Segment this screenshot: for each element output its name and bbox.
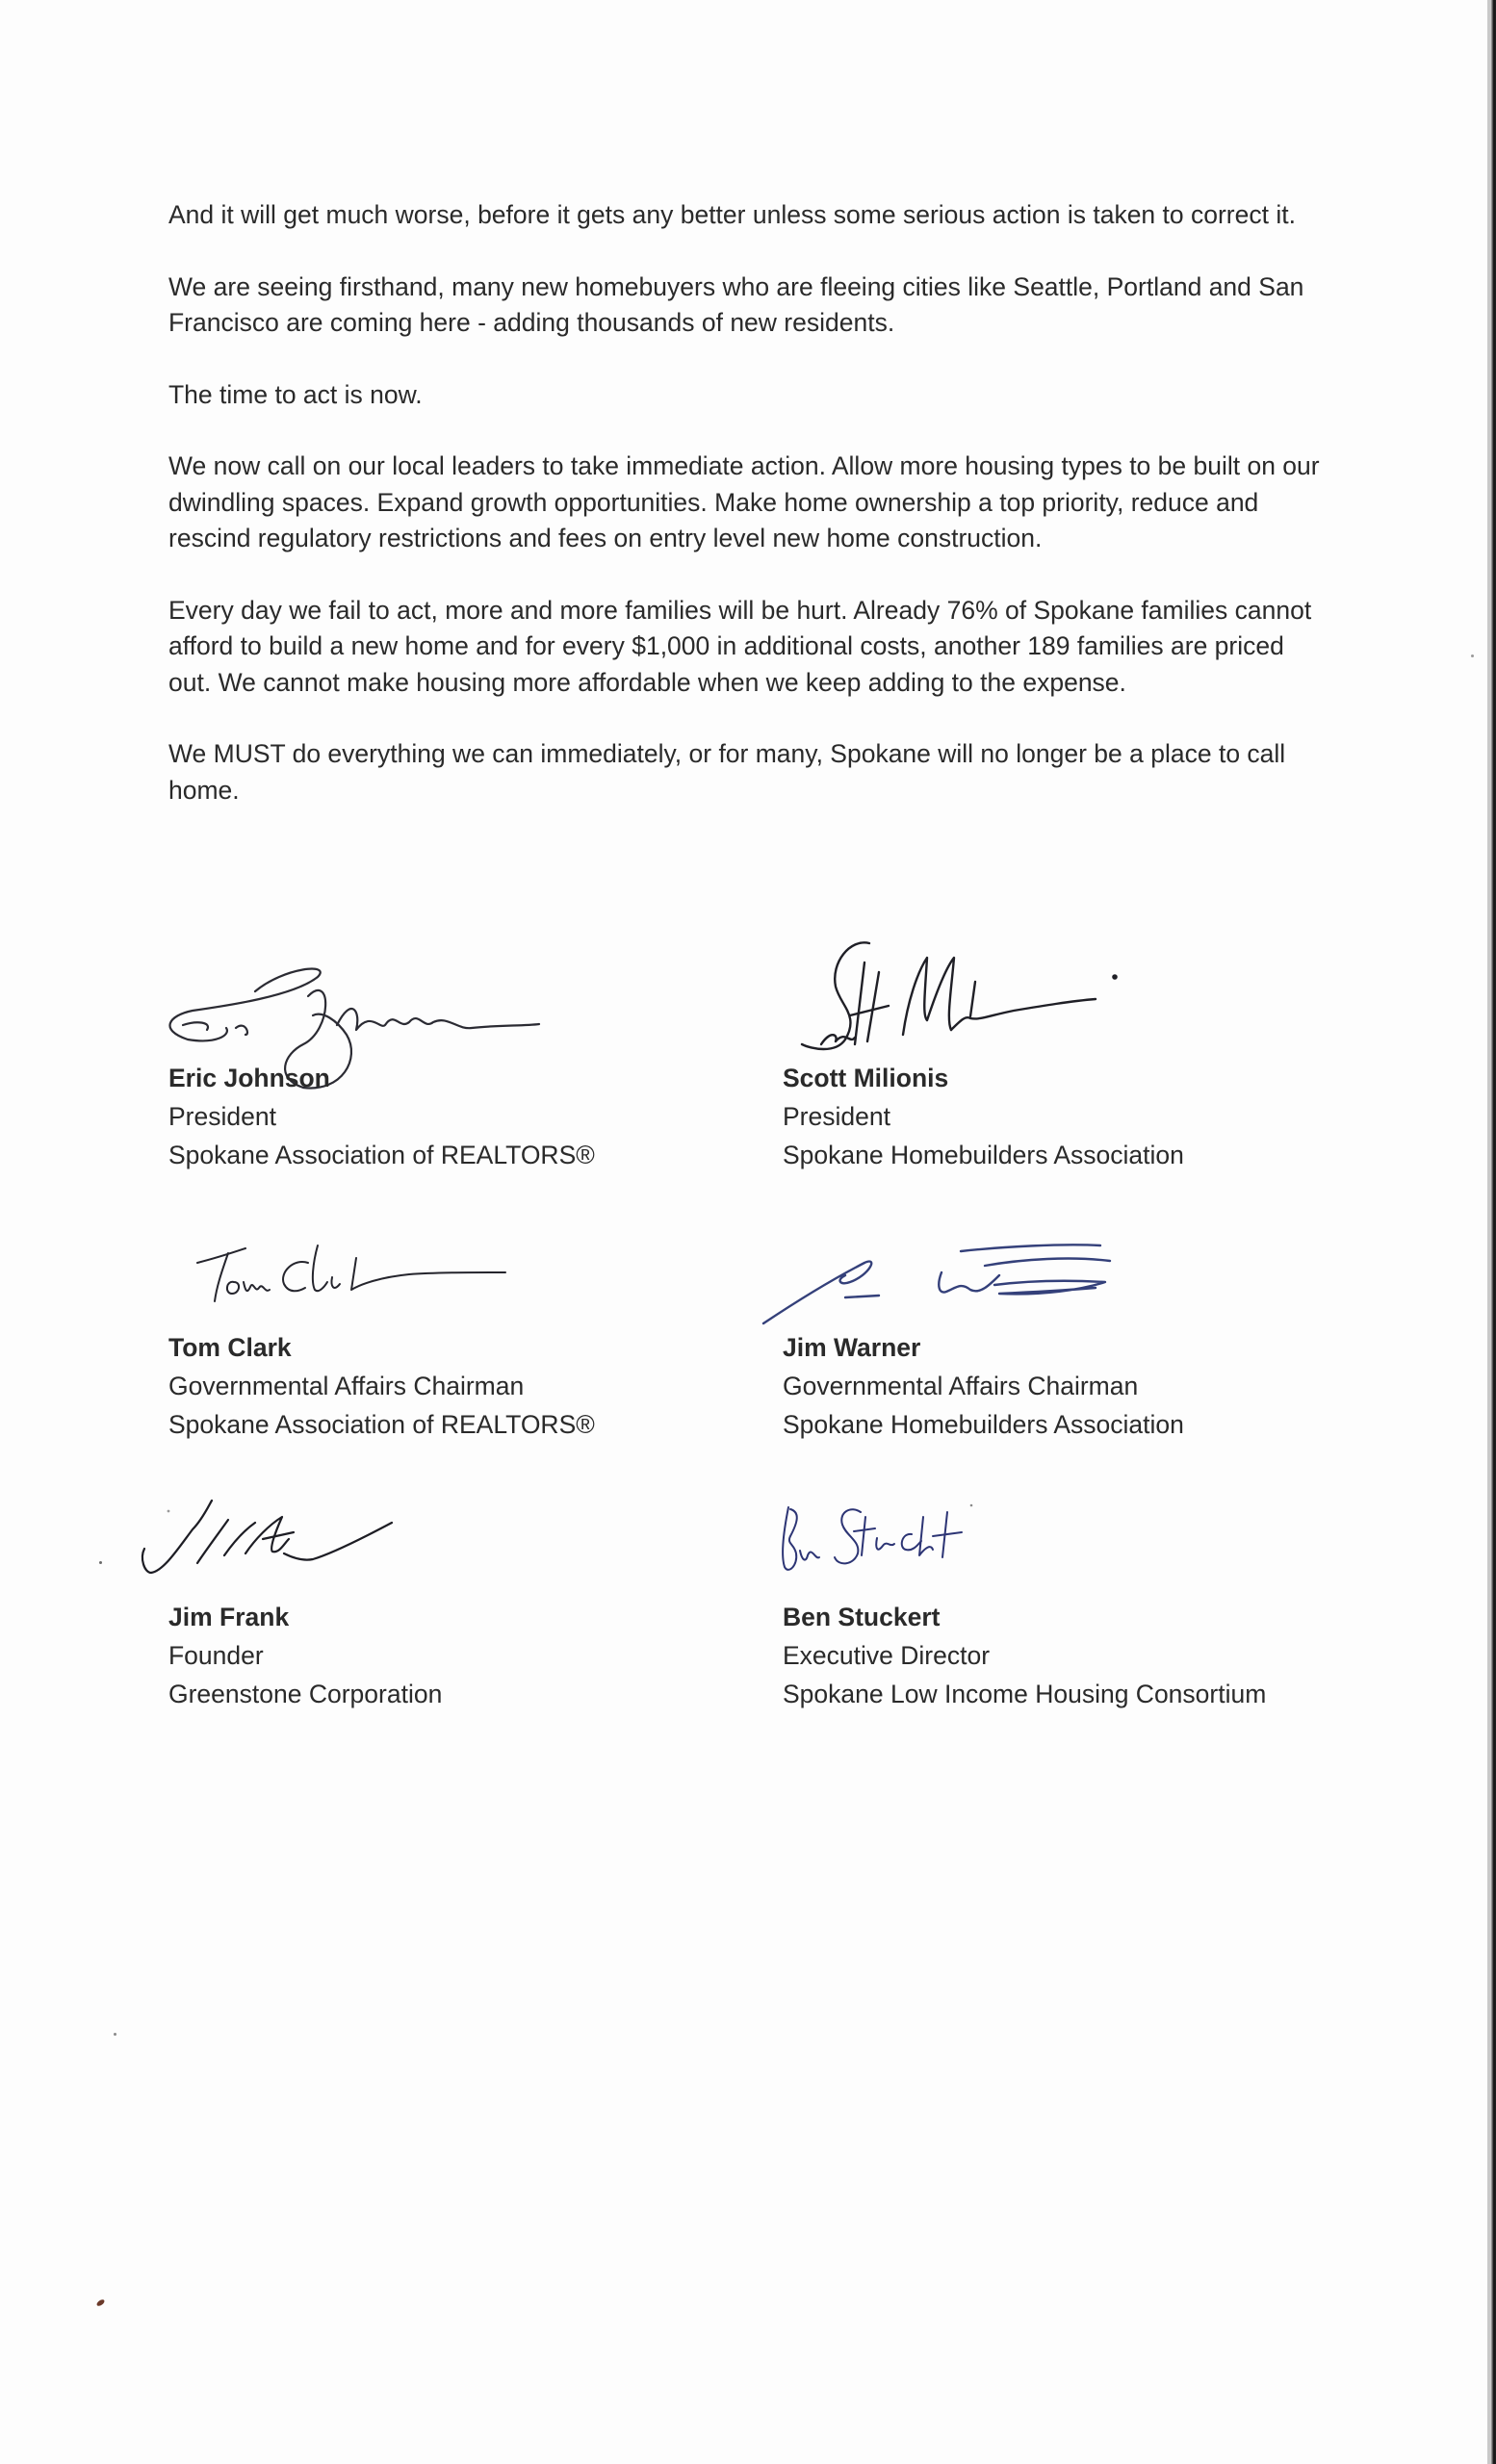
signer-organization: Spokane Association of REALTORS® <box>168 1141 595 1169</box>
signature-block-ben-stuckert <box>783 1502 1360 1732</box>
page-edge <box>1490 0 1496 2464</box>
paragraph: We are seeing firsthand, many new homebuyers who are fleeing cities like Seattle, Portland and San Francisco are coming here - adding thousands of new residents. <box>168 271 1304 337</box>
signature-block-jim-frank <box>168 1502 746 1732</box>
signer-title: Governmental Affairs Chairman <box>783 1372 1139 1400</box>
paragraph: We MUST do everything we can immediately, or for many, Spokane will no longer be a place to call home. <box>168 739 1286 805</box>
paragraph: And it will get much worse, before it gets any better unless some serious action is taken to correct it. <box>168 200 1296 229</box>
scan-speck <box>1471 654 1474 657</box>
signer-name: Tom Clark <box>168 1333 292 1362</box>
signer-name: Scott Milionis <box>783 1064 949 1092</box>
signer-title: President <box>168 1102 276 1131</box>
signer-title: President <box>783 1102 890 1131</box>
signature-block-jim-warner <box>783 1232 1360 1463</box>
paragraph: The time to act is now. <box>168 379 423 409</box>
signature-block-scott-milionis <box>783 934 1360 1184</box>
signer-organization: Spokane Homebuilders Association <box>783 1410 1184 1439</box>
signer-title: Governmental Affairs Chairman <box>168 1372 525 1400</box>
handwritten-signature <box>754 1222 1197 1338</box>
letter-body <box>168 197 1333 844</box>
signer-organization: Spokane Association of REALTORS® <box>168 1410 595 1439</box>
signature-block-eric-johnson <box>168 934 746 1184</box>
handwritten-signature <box>140 1496 544 1602</box>
signer-organization: Spokane Homebuilders Association <box>783 1141 1184 1169</box>
scan-speck <box>114 2033 116 2036</box>
scan-speck <box>99 1561 102 1564</box>
signer-name: Jim Frank <box>168 1603 290 1631</box>
scan-speck <box>95 2298 105 2307</box>
signer-name: Eric Johnson <box>168 1064 330 1092</box>
handwritten-signature <box>769 1488 1058 1594</box>
signer-title: Executive Director <box>783 1641 991 1670</box>
signer-name: Ben Stuckert <box>783 1603 941 1631</box>
signer-title: Founder <box>168 1641 264 1670</box>
signature-block-tom-clark <box>168 1232 746 1463</box>
paragraph: Every day we fail to act, more and more families will be hurt. Already 76% of Spokane families cannot afford to build a new home and for every $1,000 in additional costs, another 189 families are priced out. We cannot make housing more affordable when we keep adding to the expense. <box>168 595 1312 697</box>
handwritten-signature <box>178 1224 582 1340</box>
signer-organization: Spokane Low Income Housing Consortium <box>783 1680 1267 1708</box>
paragraph: We now call on our local leaders to take immediate action. Allow more housing types to be built on our dwindling spaces. Expand growth opportunities. Make home ownership a top priority, reduce and rescind regulatory restrictions and fees on entry level new home construction. <box>168 451 1320 552</box>
signer-name: Jim Warner <box>783 1333 921 1362</box>
signer-organization: Greenstone Corporation <box>168 1680 443 1708</box>
